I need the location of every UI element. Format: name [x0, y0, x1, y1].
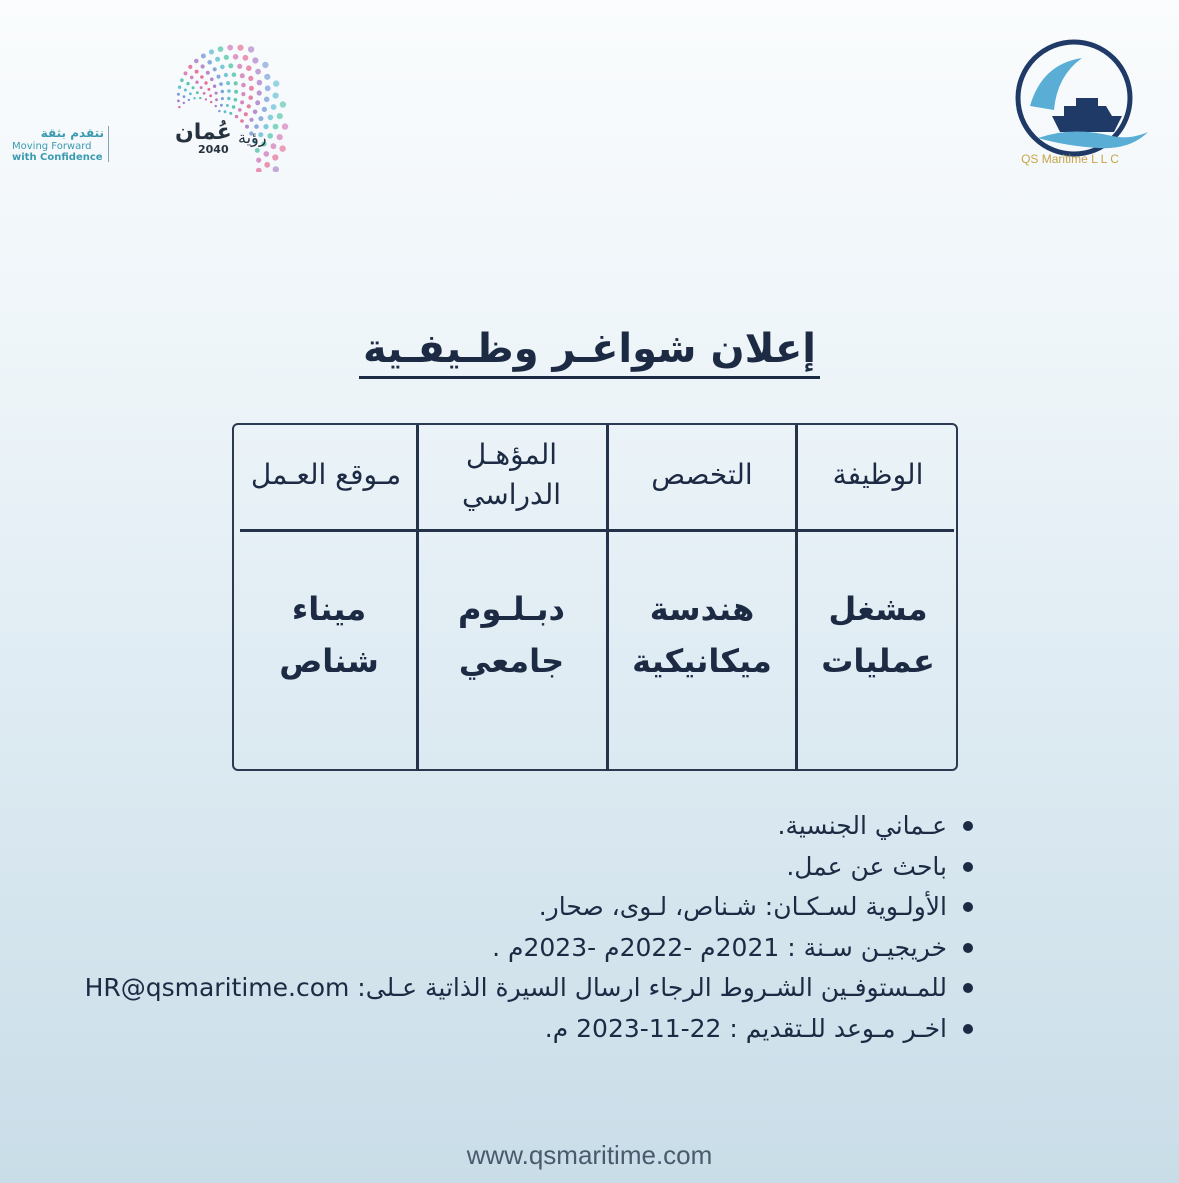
tagline-english-line1: Moving Forward [12, 141, 92, 152]
bullet-icon [963, 862, 973, 872]
website-link[interactable]: www.qsmaritime.com [466, 1140, 713, 1170]
value-qualification: دبـلـوم جامعي [458, 590, 565, 680]
vision-word-arabic: رؤية [238, 128, 267, 147]
value-specialization: هندسة ميكانيكية [632, 590, 772, 680]
vision-oman-word: عُمان [175, 120, 232, 145]
bullet-icon [963, 1024, 973, 1034]
value-work-location: ميناء شناص [279, 590, 379, 680]
bullet-icon [963, 821, 973, 831]
vision-year: 2040 [198, 143, 229, 156]
header-work-location: مـوقع العـمل [250, 458, 402, 491]
list-item: الأولـوية لسـكـان: شـناص، لـوى، صحار. [85, 887, 973, 928]
list-item-deadline: اخـر مـوعد للـتقديم : 22-11-2023 م. [85, 1009, 973, 1050]
logo-divider [108, 126, 109, 162]
tagline-arabic: نتقدم بثقة [40, 126, 104, 140]
table-header-divider [240, 529, 954, 532]
bullet-icon [963, 983, 973, 993]
header-job: الوظيفة [832, 458, 924, 491]
table-divider [416, 425, 419, 771]
header-specialization: التخصص [651, 458, 753, 491]
value-job: مشغل عمليات [821, 590, 935, 680]
list-item: عـماني الجنسية. [85, 806, 973, 847]
title-text: إعلان شواغـر وظـيفـية [359, 326, 820, 379]
bullet-icon [963, 902, 973, 912]
list-item: خريجيـن سـنة : 2021م -2022م -2023م . [85, 928, 973, 969]
list-item-email: للمـستوفـين الشـروط الرجاء ارسال السيرة الذاتية عـلى: HR@qsmaritime.com [85, 968, 973, 1009]
page-title [0, 326, 1179, 372]
job-table [232, 423, 958, 771]
list-item: باحث عن عمل. [85, 847, 973, 888]
company-name: QS Maritime L L C [1021, 152, 1119, 166]
requirements-list [85, 806, 973, 1049]
header-qualification: المؤهـل الدراسي [461, 438, 562, 511]
tagline-english-line2: with Confidence [12, 152, 103, 163]
bullet-icon [963, 943, 973, 953]
